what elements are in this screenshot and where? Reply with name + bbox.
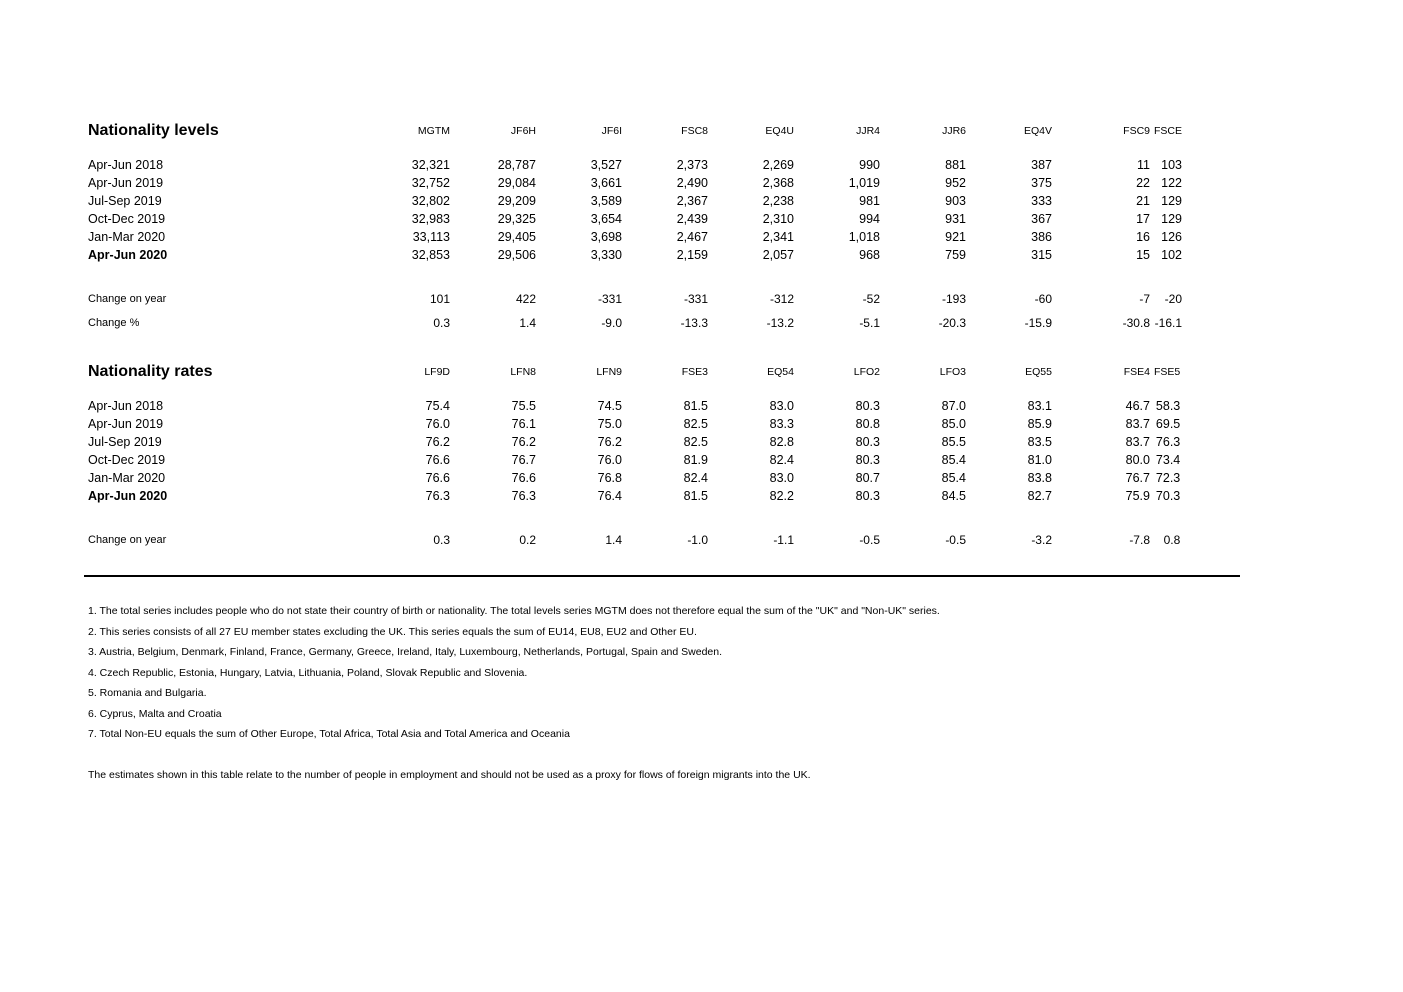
series-code: FSC8 <box>681 125 708 137</box>
footnote: 1. The total series includes people who do not state their country of birth or nationality. The total levels series MGTM does not therefore equal the sum of the "UK" and "Non-UK" series. <box>88 605 940 617</box>
table-cell: 72.3 <box>1155 471 1181 485</box>
table-cell: 76.6 <box>425 471 450 485</box>
table-cell: 2,057 <box>762 248 794 262</box>
table-cell: 2,341 <box>762 230 794 244</box>
table-cell: 76.2 <box>425 435 450 449</box>
table-row <box>84 174 1186 192</box>
footnote: 6. Cyprus, Malta and Croatia <box>88 707 222 720</box>
table-cell: 387 <box>1031 158 1052 172</box>
table-cell: 29,084 <box>497 176 536 190</box>
table-cell: 83.3 <box>769 417 794 431</box>
series-code: EQ54 <box>767 366 794 378</box>
table-cell: 28,787 <box>497 158 536 172</box>
period-label: Oct-Dec 2019 <box>88 453 166 467</box>
table-cell: 16 <box>1136 230 1150 244</box>
change-label: Change on year <box>88 293 167 305</box>
table-cell: 76.1 <box>511 417 536 431</box>
table-cell: 81.9 <box>683 453 708 467</box>
table-row <box>84 469 1184 487</box>
table-cell: 315 <box>1031 248 1052 262</box>
series-code: EQ4U <box>765 125 794 137</box>
footnote: 5. Romania and Bulgaria. <box>88 687 207 699</box>
table-cell: 82.7 <box>1027 489 1052 503</box>
footer-note: The estimates shown in this table relate to the number of people in employment and should not be used as a proxy for flows of foreign migrants into the UK. <box>88 768 811 781</box>
table-row <box>84 210 1186 228</box>
change-cell: -312 <box>769 292 794 306</box>
change-cell: -7.8 <box>1129 533 1150 547</box>
table-row <box>84 487 1184 505</box>
table-cell: 367 <box>1031 212 1052 226</box>
table-cell: 85.4 <box>941 453 966 467</box>
change-cell: -30.8 <box>1122 316 1150 330</box>
table-cell: 17 <box>1136 212 1150 226</box>
table-cell: 80.3 <box>855 453 880 467</box>
table-row <box>84 433 1184 451</box>
table-cell: 73.4 <box>1155 453 1181 467</box>
table-cell: 1,019 <box>848 176 880 190</box>
table-cell: 76.3 <box>425 489 450 503</box>
table-cell: 375 <box>1031 176 1052 190</box>
change-cell: -193 <box>941 292 966 306</box>
change-cell: 0.2 <box>519 533 536 547</box>
change-cell: 101 <box>429 292 450 306</box>
period-label: Jan-Mar 2020 <box>88 471 166 485</box>
table-cell: 76.6 <box>425 453 450 467</box>
table-cell: 85.9 <box>1027 417 1052 431</box>
table-cell: 2,439 <box>676 212 708 226</box>
series-code: MGTM <box>417 125 450 137</box>
change-cell: -1.0 <box>687 533 708 547</box>
table-cell: 46.7 <box>1125 399 1150 413</box>
levels-table <box>84 118 1186 335</box>
levels-change-pct <box>84 311 1186 335</box>
table-cell: 83.0 <box>769 399 794 413</box>
change-cell: -60 <box>1034 292 1052 306</box>
change-cell: -52 <box>862 292 880 306</box>
change-label: Change % <box>88 317 140 329</box>
table-cell: 75.5 <box>511 399 536 413</box>
change-cell: 0.3 <box>433 316 450 330</box>
change-cell: -13.2 <box>766 316 794 330</box>
table-cell: 3,661 <box>590 176 622 190</box>
table-cell: 80.8 <box>855 417 880 431</box>
table-cell: 3,654 <box>590 212 622 226</box>
change-cell: -5.1 <box>859 316 880 330</box>
table-cell: 994 <box>859 212 880 226</box>
table-cell: 76.7 <box>1125 471 1150 485</box>
table-cell: 2,490 <box>676 176 708 190</box>
table-cell: 968 <box>859 248 880 262</box>
table-cell: 11 <box>1137 158 1150 172</box>
table-cell: 3,698 <box>590 230 622 244</box>
table-cell: 76.4 <box>597 489 622 503</box>
change-cell: 1.4 <box>605 533 622 547</box>
series-code: FSE4 <box>1123 366 1150 378</box>
footnote: 4. Czech Republic, Estonia, Hungary, Latvia, Lithuania, Poland, Slovak Republic and Slovenia. <box>88 666 528 679</box>
table-cell: 21 <box>1136 194 1150 208</box>
table-cell: 80.3 <box>855 399 880 413</box>
period-label: Apr-Jun 2019 <box>88 176 164 190</box>
table-cell: 3,330 <box>590 248 622 262</box>
table-cell: 82.8 <box>769 435 794 449</box>
table-cell: 83.0 <box>769 471 794 485</box>
table-row <box>84 415 1184 433</box>
table-cell: 87.0 <box>941 399 966 413</box>
change-row <box>84 528 1184 552</box>
table-cell: 82.4 <box>769 453 794 467</box>
period-label: Apr-Jun 2018 <box>88 399 164 413</box>
table-cell: 990 <box>859 158 880 172</box>
table-cell: 80.3 <box>855 489 880 503</box>
table-cell: 2,373 <box>676 158 708 172</box>
table-cell: 76.7 <box>511 453 536 467</box>
table-cell: 29,405 <box>497 230 536 244</box>
table-cell: 2,367 <box>676 194 708 208</box>
table-cell: 75.0 <box>597 417 622 431</box>
change-row <box>84 287 1186 311</box>
table-cell: 69.5 <box>1155 417 1181 431</box>
table-cell: 2,238 <box>762 194 794 208</box>
series-code: FSE5 <box>1154 366 1181 378</box>
rates-section-title: Nationality rates <box>88 363 213 380</box>
rates-header-row <box>84 359 1184 385</box>
levels-section-title: Nationality levels <box>88 122 219 139</box>
change-cell: -3.2 <box>1031 533 1052 547</box>
table-cell: 80.3 <box>855 435 880 449</box>
table-cell: 82.5 <box>683 417 708 431</box>
change-cell: -331 <box>683 292 708 306</box>
table-cell: 981 <box>859 194 880 208</box>
levels-header-row <box>84 118 1186 144</box>
period-label: Oct-Dec 2019 <box>88 212 166 226</box>
table-cell: 32,802 <box>411 194 450 208</box>
table-cell: 84.5 <box>941 489 966 503</box>
table-row <box>84 228 1186 246</box>
change-cell: -9.0 <box>601 316 622 330</box>
table-cell: 76.3 <box>1155 435 1181 449</box>
period-label: Apr-Jun 2020 <box>88 248 168 262</box>
footnote: 2. This series consists of all 27 EU member states excluding the UK. This series equals the sum of EU14, EU8, EU2 and Other EU. <box>88 625 697 638</box>
table-cell: 952 <box>945 176 966 190</box>
table-cell: 70.3 <box>1155 489 1181 503</box>
table-cell: 85.5 <box>941 435 966 449</box>
period-label: Jul-Sep 2019 <box>88 435 162 449</box>
table-cell: 881 <box>945 158 966 172</box>
change-label: Change on year <box>88 534 167 546</box>
footnotes <box>88 601 1238 785</box>
rates-data-rows <box>84 397 1184 505</box>
table-cell: 74.5 <box>597 399 622 413</box>
table-cell: 83.1 <box>1027 399 1052 413</box>
table-cell: 2,269 <box>762 158 794 172</box>
table-cell: 759 <box>945 248 966 262</box>
series-code: FSC9 <box>1123 125 1150 137</box>
change-cell: -0.5 <box>945 533 966 547</box>
table-cell: 82.4 <box>683 471 708 485</box>
table-cell: 83.8 <box>1027 471 1052 485</box>
series-code: LFN8 <box>510 366 536 378</box>
footnote: 7. Total Non-EU equals the sum of Other Europe, Total Africa, Total Asia and Total America and Oceania <box>88 728 570 740</box>
table-cell: 76.2 <box>511 435 536 449</box>
change-cell: -13.3 <box>680 316 708 330</box>
series-code: JJR4 <box>856 125 880 137</box>
change-cell: 0.8 <box>1163 533 1181 547</box>
table-cell: 81.5 <box>683 399 708 413</box>
series-code: LF9D <box>424 366 450 378</box>
table-cell: 76.0 <box>425 417 450 431</box>
series-code: JF6I <box>601 125 622 137</box>
series-code: JF6H <box>510 125 536 137</box>
table-cell: 58.3 <box>1155 399 1181 413</box>
footnote: 3. Austria, Belgium, Denmark, Finland, France, Germany, Greece, Ireland, Italy, Luxembourg, Netherlands, Portugal, Spain and Sweden. <box>88 646 723 658</box>
table-row <box>84 451 1184 469</box>
table-cell: 2,467 <box>676 230 708 244</box>
table-cell: 29,506 <box>497 248 536 262</box>
change-row <box>84 311 1186 335</box>
table-cell: 85.4 <box>941 471 966 485</box>
table-cell: 122 <box>1161 176 1183 190</box>
change-cell: -1.1 <box>773 533 794 547</box>
period-label: Apr-Jun 2018 <box>88 158 164 172</box>
table-cell: 83.7 <box>1125 417 1150 431</box>
table-row <box>84 246 1186 264</box>
table-cell: 76.6 <box>511 471 536 485</box>
table-row <box>84 156 1186 174</box>
rates-table <box>84 359 1184 552</box>
table-cell: 76.2 <box>597 435 622 449</box>
rates-change-on-year <box>84 528 1184 552</box>
period-label: Apr-Jun 2019 <box>88 417 164 431</box>
table-cell: 2,368 <box>762 176 794 190</box>
change-cell: -20 <box>1164 292 1183 306</box>
table-cell: 80.0 <box>1125 453 1150 467</box>
table-row <box>84 397 1184 415</box>
table-cell: 32,752 <box>411 176 450 190</box>
table-cell: 29,325 <box>497 212 536 226</box>
series-code: EQ4V <box>1023 125 1052 137</box>
table-cell: 129 <box>1161 194 1183 208</box>
table-cell: 32,983 <box>411 212 450 226</box>
change-cell: -20.3 <box>938 316 966 330</box>
table-cell: 129 <box>1161 212 1183 226</box>
period-label: Apr-Jun 2020 <box>88 489 168 503</box>
table-cell: 76.0 <box>597 453 622 467</box>
table-cell: 2,159 <box>676 248 708 262</box>
table-cell: 102 <box>1161 248 1183 262</box>
table-cell: 75.9 <box>1125 489 1150 503</box>
table-cell: 15 <box>1136 248 1150 262</box>
table-cell: 903 <box>945 194 966 208</box>
table-cell: 81.0 <box>1027 453 1052 467</box>
table-cell: 931 <box>945 212 966 226</box>
levels-data-rows <box>84 156 1186 264</box>
table-cell: 921 <box>945 230 966 244</box>
change-cell: -7 <box>1139 292 1150 306</box>
table-cell: 80.7 <box>855 471 880 485</box>
table-cell: 32,853 <box>411 248 450 262</box>
change-cell: -0.5 <box>859 533 880 547</box>
table-cell: 75.4 <box>425 399 450 413</box>
period-label: Jul-Sep 2019 <box>88 194 162 208</box>
table-cell: 82.5 <box>683 435 708 449</box>
period-label: Jan-Mar 2020 <box>88 230 166 244</box>
table-cell: 3,527 <box>590 158 622 172</box>
table-cell: 103 <box>1161 158 1183 172</box>
table-cell: 126 <box>1161 230 1183 244</box>
table-row <box>84 192 1186 210</box>
levels-change-on-year <box>84 287 1186 311</box>
series-code: LFO2 <box>853 366 880 378</box>
section-divider <box>84 575 1240 577</box>
change-cell: -331 <box>597 292 622 306</box>
series-code: FSE3 <box>681 366 708 378</box>
table-cell: 22 <box>1136 176 1150 190</box>
change-cell: 422 <box>515 292 536 306</box>
change-cell: -15.9 <box>1024 316 1052 330</box>
table-cell: 333 <box>1031 194 1052 208</box>
table-cell: 83.7 <box>1125 435 1150 449</box>
table-cell: 76.8 <box>597 471 622 485</box>
table-cell: 33,113 <box>412 230 450 244</box>
change-cell: -16.1 <box>1154 316 1183 330</box>
table-cell: 29,209 <box>497 194 536 208</box>
table-cell: 2,310 <box>762 212 794 226</box>
table-cell: 3,589 <box>590 194 622 208</box>
series-code: LFO3 <box>939 366 966 378</box>
table-cell: 82.2 <box>769 489 794 503</box>
series-code: LFN9 <box>596 366 622 378</box>
table-cell: 81.5 <box>683 489 708 503</box>
table-cell: 1,018 <box>848 230 880 244</box>
table-cell: 83.5 <box>1027 435 1052 449</box>
change-cell: 1.4 <box>519 316 536 330</box>
table-cell: 386 <box>1031 230 1052 244</box>
change-cell: 0.3 <box>433 533 450 547</box>
series-code: EQ55 <box>1025 366 1052 378</box>
series-code: JJR6 <box>942 125 966 137</box>
table-cell: 32,321 <box>411 158 450 172</box>
table-cell: 76.3 <box>511 489 536 503</box>
table-cell: 85.0 <box>941 417 966 431</box>
series-code: FSCE <box>1154 125 1183 137</box>
